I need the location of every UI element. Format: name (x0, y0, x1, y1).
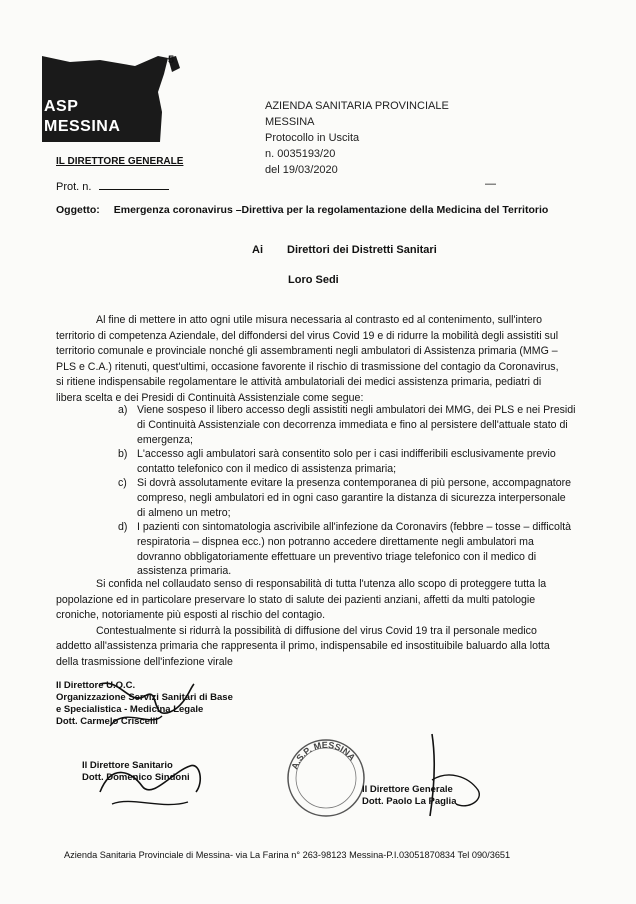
list-item-line: I pazienti con sintomatologia ascrivibile all'infezione da Coronavirs (febbre – tosse – difficoltà (137, 521, 572, 533)
list-item-line: emergenza; (137, 433, 193, 446)
subject-line (56, 204, 548, 216)
list-item-line: Viene sospeso il libero accesso degli assistiti negli ambulatori dei MMG, dei PLS e nei Presidi (137, 404, 576, 416)
recipient-prefix: Ai (252, 244, 263, 256)
protocol-line: n. 0035193/20 (265, 148, 336, 160)
list-marker: d) (118, 521, 128, 533)
recipient-name: Direttori dei Distretti Sanitari (287, 244, 437, 256)
body-line: territorio comunale e provinciale nonché gli assembramenti negli ambulatori di Assistenza primaria (MMG – (56, 345, 558, 357)
protocol-line: MESSINA (265, 116, 315, 128)
footer-address: Azienda Sanitaria Provinciale di Messina- via La Farina n° 263-98123 Messina-P.I.03051870834 Tel 090/3651 (64, 850, 511, 860)
stamp-text: A.S.P. MESSINA (289, 739, 358, 771)
list-marker: b) (118, 448, 128, 460)
prot-label: Prot. n. (56, 181, 92, 193)
signature-line: Dott. Domenico Sindoni (82, 772, 190, 783)
subject-label: Oggetto: (56, 204, 100, 216)
closing-line: Si confida nel collaudato senso di responsabilità di tutta l'utenza allo scopo di proteggere tutta la (96, 578, 547, 590)
logo-text-asp: ASP (44, 98, 79, 115)
protocol-line: Protocollo in Uscita (265, 132, 360, 144)
list-item-line: compreso, negli ambulatori ed in ogni caso garantire la distanza di sicurezza interpersonale (137, 491, 566, 504)
list-item-line: contatto telefonico con il medico di assistenza primaria; (137, 462, 397, 475)
signature-line: Dott. Carmelo Criscelli (56, 716, 158, 727)
logo-text-messina: MESSINA (44, 118, 121, 135)
signature-line: e Specialistica - Medicina Legale (56, 704, 204, 715)
list-item-line: di Continuità Assistenziale con decorrenza immediata e fino al persistere dell'attuale stato di (137, 418, 568, 431)
list-marker: a) (118, 404, 128, 416)
signature-line: Organizzazione Servizi Sanitari di Base (56, 692, 233, 703)
signature-line: Il Direttore Sanitario (82, 760, 173, 771)
closing-line: della trasmissione dell'infezione virale (56, 655, 233, 668)
body-line: territorio di competenza Aziendale, del diffondersi del virus Covid 19 e di ridurre la mobilità degli assistiti sul (56, 329, 559, 342)
list-item-line: L'accesso agli ambulatori sarà consentito solo per i casi indifferibili esclusivamente previo (137, 448, 556, 460)
svg-text:A.S.P. MESSINA (289, 740, 357, 771)
prot-number-field (56, 179, 169, 193)
recipient-line (252, 244, 437, 256)
list-item-line: assistenza primaria. (137, 565, 232, 578)
handwritten-signature-uoc (90, 676, 200, 732)
body-line: PLS e C.A.) ritenuti, quest'ultimi, occasione favorente il rischio di trasmissione del contagio da Coronavirus, (56, 360, 559, 373)
protocol-block (265, 98, 449, 178)
dash-mark: — (485, 178, 496, 190)
closing-line: popolazione ed in particolare preservare lo stato di salute dei pazienti anziani, affetti da multi patologie (56, 593, 536, 606)
list-marker: c) (118, 477, 127, 489)
protocol-line: del 19/03/2020 (265, 164, 338, 176)
prot-blank-line (99, 179, 169, 190)
protocol-line: AZIENDA SANITARIA PROVINCIALE (265, 100, 449, 112)
body-line: si ritiene indispensabile regolamentare le attività ambulatoriali dei medici assistenza primaria, pediatri di (56, 376, 542, 388)
closing-line: croniche, notoriamente più esposti al rischio del contagio. (56, 609, 326, 621)
closing-line: addetto all'assistenza primaria che rappresenta il primo, indispensabile ed insostituibile baluardo alla lotta (56, 640, 550, 652)
handwritten-signature-sanitario (92, 752, 212, 812)
handwritten-signature-generale (408, 730, 518, 822)
direttore-generale-heading: IL DIRETTORE GENERALE (56, 156, 184, 167)
closing-line: Contestualmente si ridurrà la possibilità di diffusione del virus Covid 19 tra il personale medico (96, 624, 537, 637)
logo-number: 5 (168, 54, 175, 66)
recipient-sedi: Loro Sedi (288, 274, 339, 286)
official-stamp (284, 736, 368, 820)
list-item-line: di almeno un metro; (137, 506, 231, 519)
body-line: Al fine di mettere in atto ogni utile misura necessaria al contrasto ed al contenimento, sull'intero (96, 314, 543, 326)
subject-text: Emergenza coronavirus –Direttiva per la regolamentazione della Medicina del Territorio (113, 204, 549, 216)
signature-line: Il Direttore U.O.C. (56, 680, 136, 691)
signature-line: Dott. Paolo La Paglia (362, 796, 457, 807)
signature-line: Il Direttore Generale (362, 784, 453, 795)
list-item-line: dovranno obbligatoriamente effettuare un preventivo triage telefonico con il medico di (137, 550, 537, 563)
list-item-line: respiratoria – dispnea ecc.) non potranno accedere direttamente negli ambulatori ma (137, 535, 534, 548)
body-line: libera scelta e dei Presidi di Continuità Assistenziale come segue: (56, 391, 364, 404)
list-item-line: Si dovrà assolutamente evitare la presenza contemporanea di più persone, accompagnatore (137, 477, 572, 489)
